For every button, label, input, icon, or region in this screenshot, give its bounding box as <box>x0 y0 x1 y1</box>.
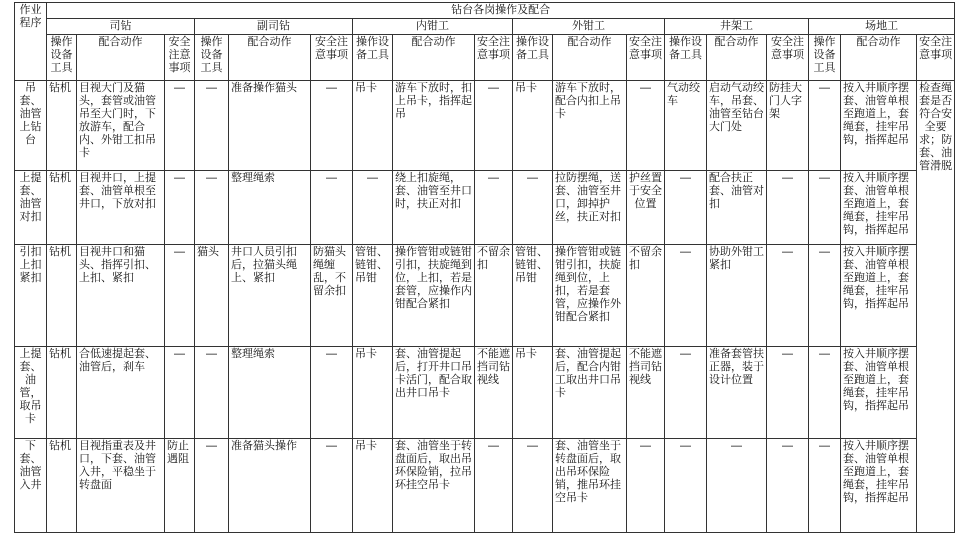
role-header-outer-tongman: 外钳工 <box>513 19 665 35</box>
table-cell: 目视指重表及井口，下套、油管入井，平稳坐于转盘面 <box>77 439 165 533</box>
table-cell: 准备猫头操作 <box>229 439 311 533</box>
table-title: 钻台各岗操作及配合 <box>47 3 955 19</box>
table-cell: 管钳、链钳、吊钳 <box>353 245 393 347</box>
subheader-safety: 安全注意事项 <box>165 35 195 81</box>
table-cell: 不能遮挡司钻视线 <box>475 347 513 439</box>
subheader-action: 配合动作 <box>229 35 311 81</box>
table-cell: — <box>627 81 665 171</box>
table-cell: — <box>353 171 393 245</box>
floorman-safety-note: 检查绳套是否符合安全要求；防套、油管滑脱 <box>917 81 955 533</box>
table-cell: 气动绞车 <box>665 81 707 171</box>
table-row <box>15 245 955 347</box>
table-cell: — <box>809 439 841 533</box>
step-label: 引扣上扣紧扣 <box>15 245 47 347</box>
step-label: 下套、油管入井 <box>15 439 47 533</box>
table-cell: 配合扶正套、油管对扣 <box>707 171 767 245</box>
subheader-safety: 安全注意事项 <box>627 35 665 81</box>
table-cell: — <box>513 439 553 533</box>
subheader-action: 配合动作 <box>841 35 917 81</box>
table-cell: — <box>767 245 809 347</box>
table-cell: 操作管钳或链钳引扣，扶旋绳到位，上扣，若是套管，应操作内钳配合紧扣 <box>393 245 475 347</box>
step-column-header: 作业程序 <box>15 3 47 81</box>
table-cell: — <box>767 439 809 533</box>
table-cell: — <box>809 171 841 245</box>
table-row <box>15 81 955 171</box>
table-cell: — <box>665 347 707 439</box>
subheader-safety: 安全注意事项 <box>767 35 809 81</box>
table-cell: — <box>767 171 809 245</box>
subheader-safety: 安全注意事项 <box>917 35 955 81</box>
table-row <box>15 347 955 439</box>
table-cell: — <box>475 439 513 533</box>
table-cell: 拉防摆绳，送套、油管至井口，卸掉护丝，扶正对扣 <box>553 171 627 245</box>
table-cell: 按入井顺序摆套、油管单根至跑道上，套绳套，挂牢吊钩，指挥起吊 <box>841 439 917 533</box>
table-cell: 不留余扣 <box>627 245 665 347</box>
subheader-tool: 操作设备工具 <box>809 35 841 81</box>
table-cell: 钻机 <box>47 81 77 171</box>
subheader-tool: 操作设备工具 <box>47 35 77 81</box>
table-cell: 合低速提起套、油管后，刹车 <box>77 347 165 439</box>
table-cell: 游车下放时，配合内扣上吊卡 <box>553 81 627 171</box>
table-cell: — <box>195 439 229 533</box>
role-header-floorman: 场地工 <box>809 19 955 35</box>
table-cell: 不能遮挡司钻视线 <box>627 347 665 439</box>
table-cell: — <box>311 81 353 171</box>
step-label: 吊套、油管上钻台 <box>15 81 47 171</box>
table-cell: — <box>665 245 707 347</box>
table-cell: — <box>165 81 195 171</box>
table-cell: — <box>311 347 353 439</box>
table-cell: 吊卡 <box>513 81 553 171</box>
table-cell: 游车下放时，扣上吊卡，指挥起吊 <box>393 81 475 171</box>
subheader-tool: 操作设备工具 <box>513 35 553 81</box>
table-cell: 套、油管提起后，配合内钳工取出井口吊卡 <box>553 347 627 439</box>
table-cell: — <box>475 81 513 171</box>
role-header-driller: 司钻 <box>47 19 195 35</box>
table-cell: 目视大门及猫头，套管或油管吊至大门时，下放游车，配合内、外钳工扣吊卡 <box>77 81 165 171</box>
table-cell: 猫头 <box>195 245 229 347</box>
table-cell: — <box>311 439 353 533</box>
table-cell: — <box>809 81 841 171</box>
table-cell: 钻机 <box>47 439 77 533</box>
table-cell: 井口人员引扣后，拉猫头绳上、紧扣 <box>229 245 311 347</box>
table-cell: — <box>165 245 195 347</box>
step-label: 上提套、油管对扣 <box>15 171 47 245</box>
table-cell: 操作管钳或链钳引扣，扶旋绳到位，上扣，若是套管，应操作外钳配合紧扣 <box>553 245 627 347</box>
table-cell: 准备操作猫头 <box>229 81 311 171</box>
table-cell: — <box>665 171 707 245</box>
table-cell: 协助外钳工紧扣 <box>707 245 767 347</box>
subheader-tool: 操作设备工具 <box>665 35 707 81</box>
table-cell: 吊卡 <box>513 347 553 439</box>
table-cell: 防挂大门人字架 <box>767 81 809 171</box>
table-cell: — <box>195 81 229 171</box>
table-cell: 按入井顺序摆套、油管单根至跑道上，套绳套，挂牢吊钩，指挥起吊 <box>841 347 917 439</box>
table-cell: 钻机 <box>47 347 77 439</box>
table-cell: 按入井顺序摆套、油管单根至跑道上，套绳套，挂牢吊钩，指挥起吊 <box>841 245 917 347</box>
table-cell: 准备套管扶正器，装于设计位置 <box>707 347 767 439</box>
table-cell: 套、油管提起后，打开井口吊卡活门，配合取出井口吊卡 <box>393 347 475 439</box>
subheader-action: 配合动作 <box>707 35 767 81</box>
table-row <box>15 171 955 245</box>
table-cell: 目视井口和猫头、指挥引扣、上扣、紧扣 <box>77 245 165 347</box>
table-cell: — <box>165 171 195 245</box>
subheader-tool: 操作设备工具 <box>353 35 393 81</box>
table-cell: — <box>195 171 229 245</box>
subheader-tool: 操作设备工具 <box>195 35 229 81</box>
table-cell: 整理绳索 <box>229 171 311 245</box>
table-cell: — <box>627 439 665 533</box>
operations-table <box>14 2 955 533</box>
table-cell: 防止遇阻 <box>165 439 195 533</box>
role-header-derrickman: 井架工 <box>665 19 809 35</box>
table-cell: 管钳、链钳、吊钳 <box>513 245 553 347</box>
table-row <box>15 439 955 533</box>
step-label: 上提套、油管，取吊卡 <box>15 347 47 439</box>
table-cell: 钻机 <box>47 171 77 245</box>
role-header-inner-tongman: 内钳工 <box>353 19 513 35</box>
table-cell: 绕上扣旋绳，套、油管至井口时，扶正对扣 <box>393 171 475 245</box>
table-cell: 不留余扣 <box>475 245 513 347</box>
table-cell: — <box>707 439 767 533</box>
subheader-action: 配合动作 <box>77 35 165 81</box>
table-cell: 护丝置于安全位置 <box>627 171 665 245</box>
table-cell: 吊卡 <box>353 439 393 533</box>
table-cell: — <box>513 171 553 245</box>
table-cell: 按入井顺序摆套、油管单根至跑道上，套绳套，挂牢吊钩，指挥起吊 <box>841 81 917 171</box>
table-cell: 按入井顺序摆套、油管单根至跑道上，套绳套，挂牢吊钩，指挥起吊 <box>841 171 917 245</box>
table-cell: — <box>475 171 513 245</box>
table-cell: — <box>809 347 841 439</box>
table-cell: 目视井口，上提套、油管单根至井口，下放对扣 <box>77 171 165 245</box>
subheader-safety: 安全注意事项 <box>311 35 353 81</box>
role-header-assistant-driller: 副司钻 <box>195 19 353 35</box>
table-cell: 吊卡 <box>353 81 393 171</box>
table-cell: 钻机 <box>47 245 77 347</box>
table-cell: — <box>311 171 353 245</box>
table-cell: — <box>195 347 229 439</box>
table-cell: 整理绳索 <box>229 347 311 439</box>
subheader-action: 配合动作 <box>393 35 475 81</box>
table-cell: 防猫头绳缠乱，不留余扣 <box>311 245 353 347</box>
table-cell: 套、油管坐于转盘面后，取出吊环保险销，推吊环挂空吊卡 <box>553 439 627 533</box>
table-cell: 吊卡 <box>353 347 393 439</box>
table-cell: — <box>767 347 809 439</box>
table-cell: — <box>165 347 195 439</box>
subheader-safety: 安全注意事项 <box>475 35 513 81</box>
table-cell: — <box>809 245 841 347</box>
table-cell: — <box>665 439 707 533</box>
table-cell: 套、油管坐于转盘面后，取出吊环保险销，拉吊环挂空吊卡 <box>393 439 475 533</box>
table-cell: 启动气动绞车，吊套、油管至钻台大门处 <box>707 81 767 171</box>
subheader-action: 配合动作 <box>553 35 627 81</box>
